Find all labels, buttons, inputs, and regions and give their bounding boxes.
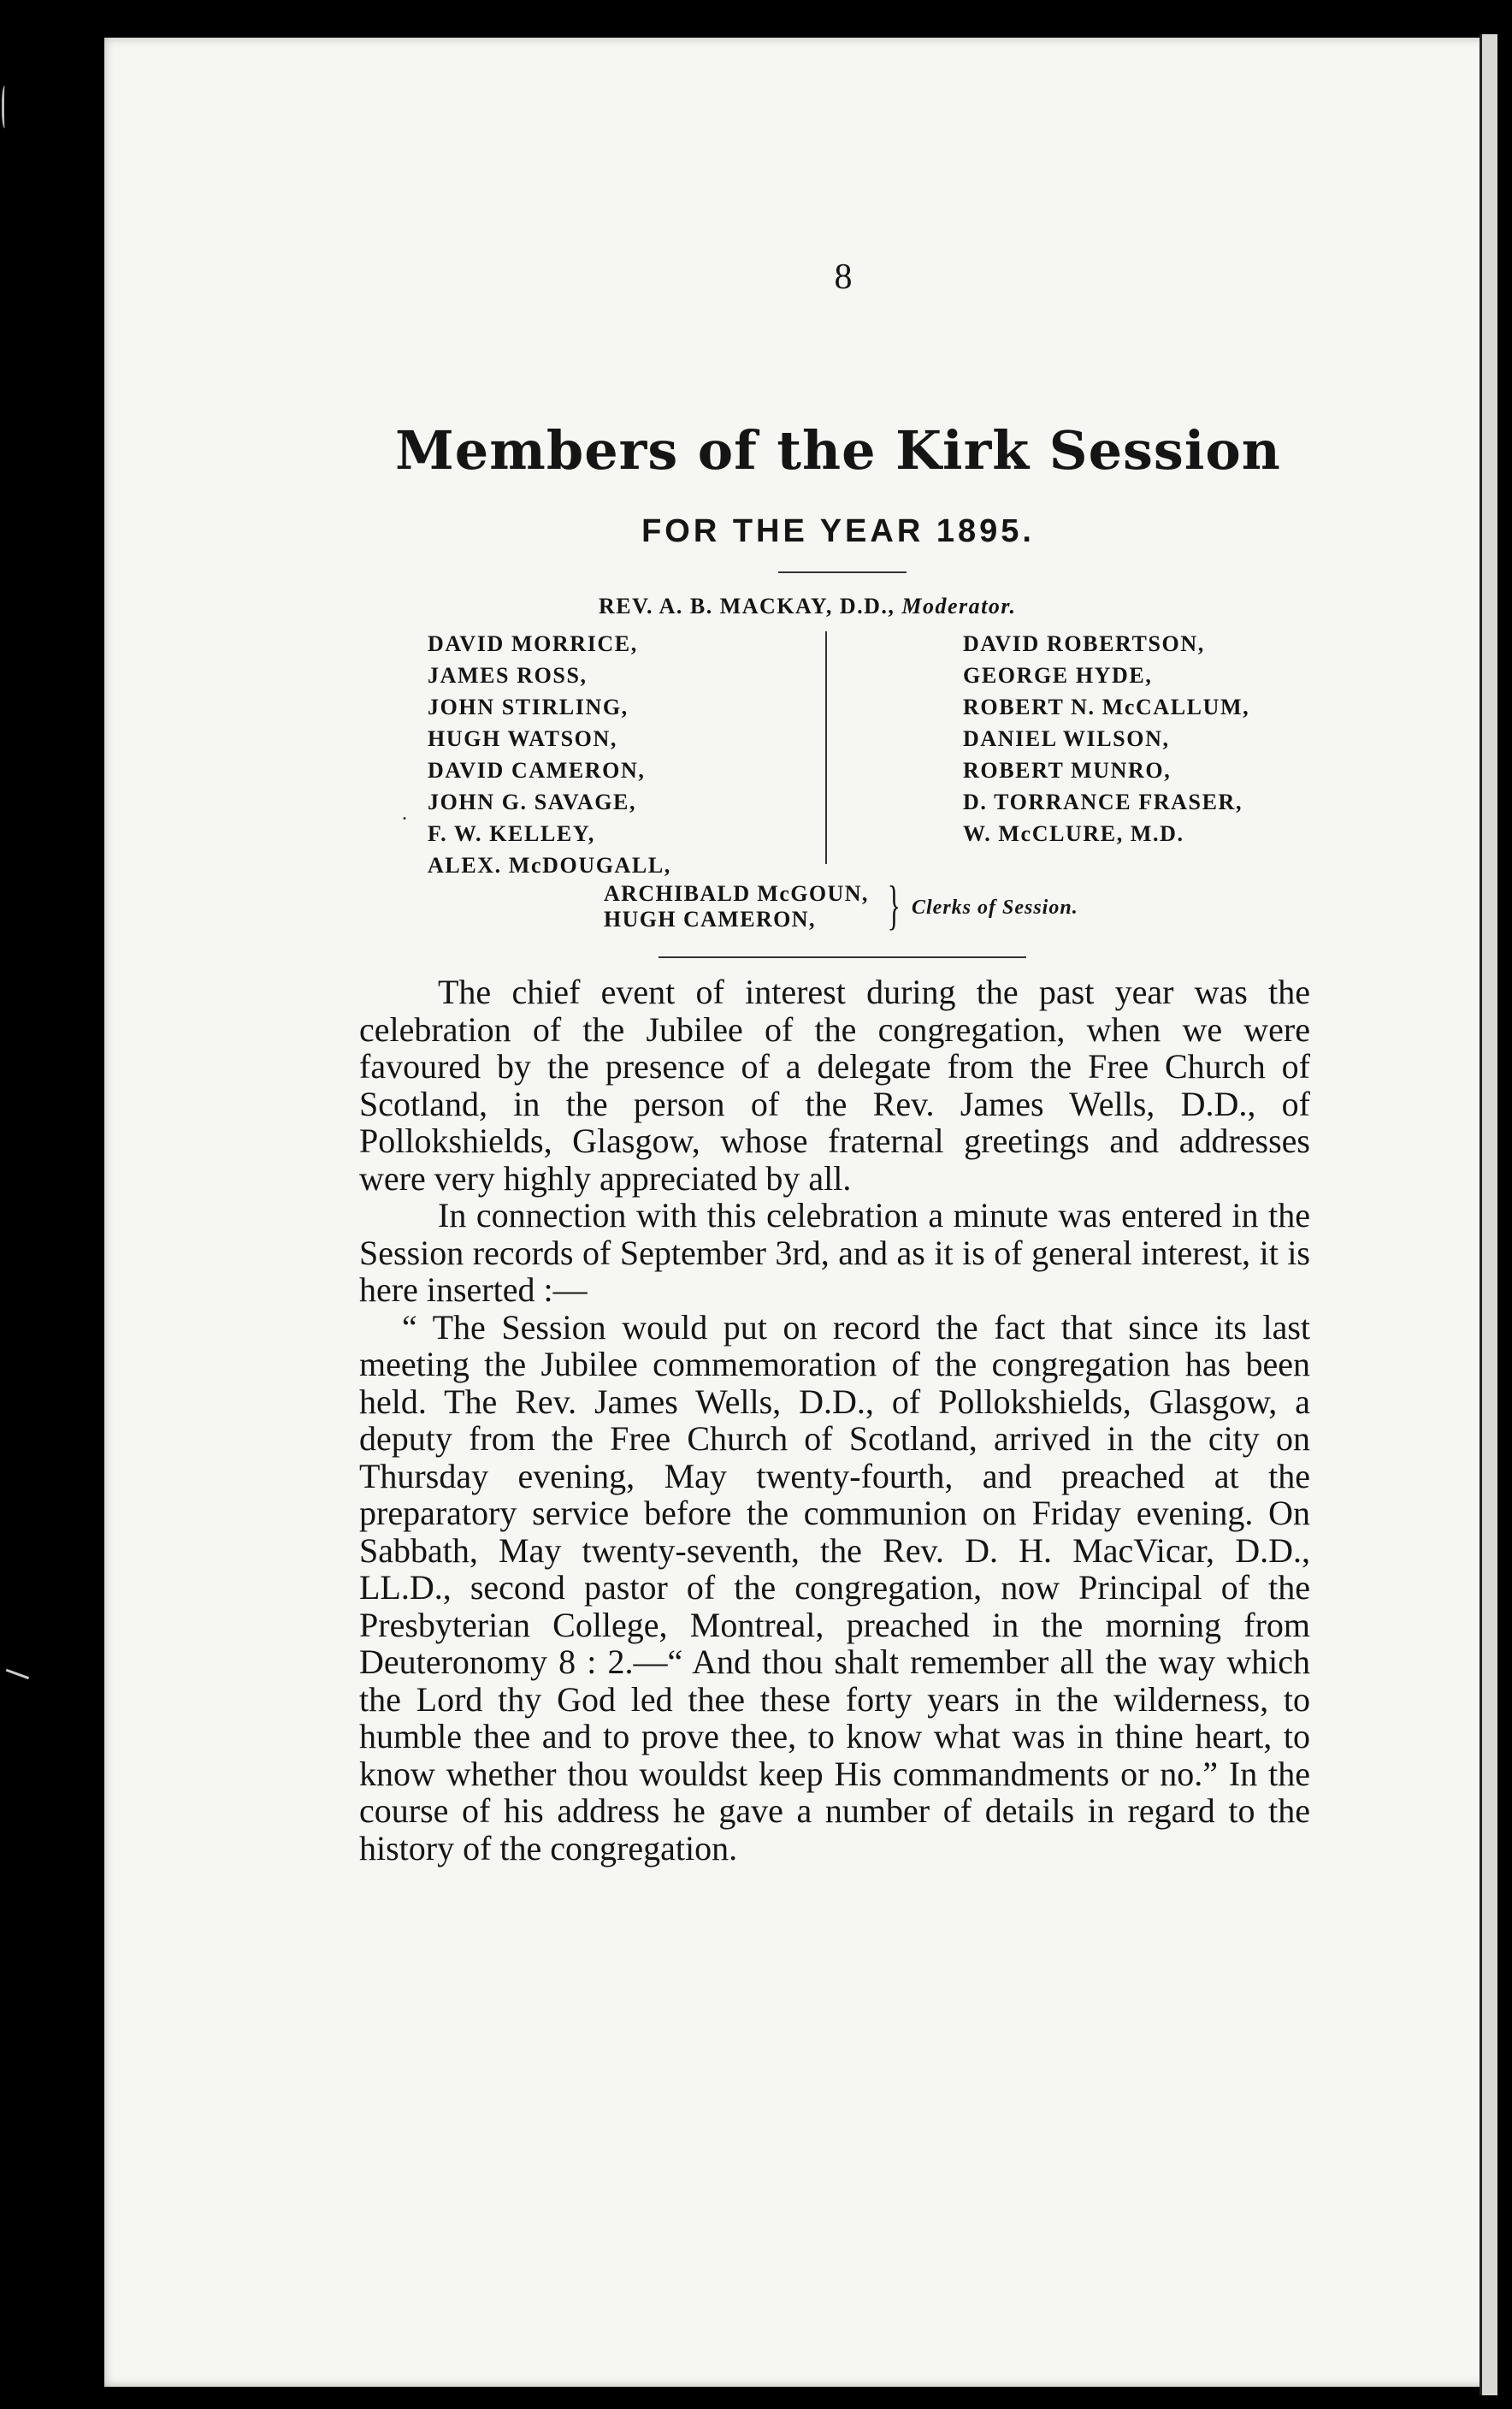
clerks-names xyxy=(604,881,869,932)
member-name: DAVID MORRICE, xyxy=(428,631,638,656)
page-edge-strip xyxy=(1480,34,1497,2395)
divider-rule xyxy=(778,571,907,573)
column-divider xyxy=(825,631,827,864)
stray-dot: . xyxy=(402,802,407,825)
member-name: GEORGE HYDE, xyxy=(963,663,1153,688)
member-name: W. McCLURE, M.D. xyxy=(963,821,1184,846)
member-name: JAMES ROSS, xyxy=(428,663,588,688)
page-subtitle: FOR THE YEAR 1895. xyxy=(641,513,1035,549)
moderator-name: REV. A. B. MACKAY, D.D., xyxy=(599,594,895,619)
member-name: HUGH WATSON, xyxy=(428,726,617,751)
member-name: JOHN STIRLING, xyxy=(428,695,629,719)
divider-rule xyxy=(659,956,1026,958)
member-name: JOHN G. SAVAGE, xyxy=(428,790,637,814)
paragraph: The chief event of interest during the past year was the celebration of the Jubilee of the congregation, when we were favoured by the presence of a delegate from the Free Church of Scotland, in the person of the Rev. James Wells, D.D., of Pollokshields, Glasgow, whose fraternal greetings and addresses were very highly appreciated by all. xyxy=(359,973,1310,1198)
member-name: DAVID CAMERON, xyxy=(428,758,646,783)
member-name: D. TORRANCE FRASER, xyxy=(963,790,1243,814)
moderator-role: Moderator. xyxy=(901,594,1017,619)
member-name: ROBERT N. McCALLUM, xyxy=(963,695,1250,719)
moderator-line xyxy=(599,594,1283,619)
member-name: ROBERT MUNRO, xyxy=(963,758,1172,783)
paragraph: In connection with this celebration a minute was entered in the Session records of September 3rd, and as it is of general interest, it is here inserted :— xyxy=(359,1196,1310,1309)
member-name: F. W. KELLEY, xyxy=(428,821,595,846)
members-list-right xyxy=(963,628,1339,849)
clerk-name: HUGH CAMERON, xyxy=(604,907,816,932)
scan-margin-mark xyxy=(2,86,9,128)
clerk-name: ARCHIBALD McGOUN, xyxy=(604,881,869,906)
body-text xyxy=(359,974,1310,1867)
member-name: ALEX. McDOUGALL, xyxy=(428,853,671,878)
brace-glyph: } xyxy=(887,874,901,935)
members-list-left xyxy=(428,628,804,881)
page-title: Members of the Kirk Session xyxy=(395,419,1281,482)
member-name: DAVID ROBERTSON, xyxy=(963,631,1205,656)
clerks-role: Clerks of Session. xyxy=(912,897,1078,919)
member-name: DANIEL WILSON, xyxy=(963,726,1170,751)
page-number: 8 xyxy=(834,257,853,297)
quoted-minute: “ The Session would put on record the fact that since its last meeting the Jubilee commemoration of the congregation has been held. The Rev. James Wells, D.D., of Pollokshields, Glasgow, a deputy from the Free Church of Scotland, arrived in the city on Thursday evening, May twenty-fourth, and preached at the preparatory service before the communion on Friday evening. On Sabbath, May twenty-seventh, the Rev. D. H. MacVicar, D.D., LL.D., second pastor of the congregation, now Principal of the Presbyterian College, Montreal, preached in the morning from Deuteronomy 8 : 2.—“ And thou shalt remember all the way which the Lord thy God led thee these forty years in the wilderness, to humble thee and to prove thee, to know what was in thine heart, to know whether thou wouldst keep His commandments or no.” In the course of his address he gave a number of details in regard to the history of the congregation. xyxy=(359,1307,1310,1867)
